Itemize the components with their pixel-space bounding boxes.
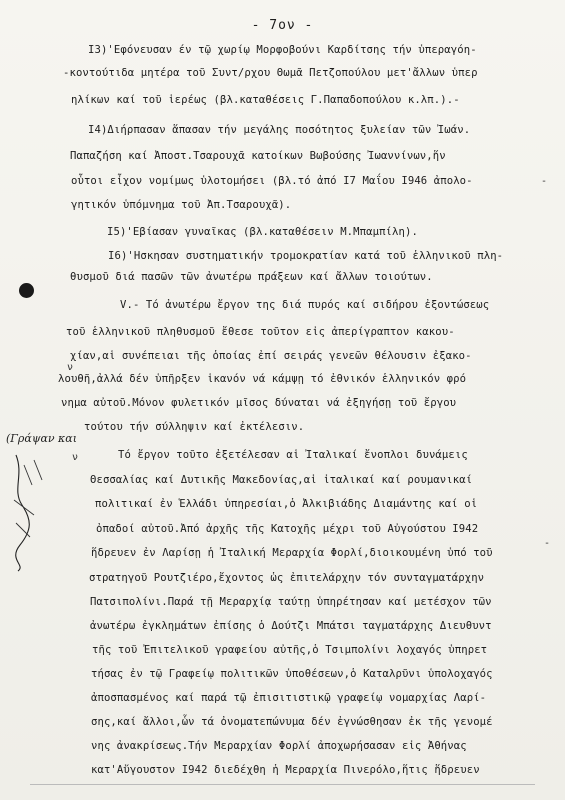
document-line: τοῦ ἑλληνικοῦ πληθυσμοῦ ἔθεσε τοῦτον εἰς ἀπερίγραπτον κακου- bbox=[66, 326, 455, 338]
document-line: ἀνωτέρω ἐγκλημάτων ἐπίσης ὁ Δούτζι Μπάτσι ταγματάρχης Διευθυντ bbox=[90, 620, 492, 632]
document-line: Ι6)'Ησκησαν συστηματικήν τρομοκρατίαν κατά τοῦ ἑλληνικοῦ πλη- bbox=[108, 250, 504, 262]
document-line: σης,καί ἄλλοι,ὧν τά ὀνοματεπώνυμα δέν ἐγνώσθησαν ἐκ τῆς γενομέ bbox=[91, 716, 493, 728]
document-line: νημα αὐτοῦ.Μόνον φυλετικόν μῖσος δύναται νά ἐξηγήσῃ τοῦ ἔργου bbox=[61, 397, 457, 409]
document-line: θυσμοῦ διά πασῶν τῶν ἀνωτέρω πράξεων καί ἄλλων τοιούτων. bbox=[70, 271, 433, 283]
document-line: V.- Τό ἀνωτέρω ἔργον της διά πυρός καί σιδήρου ἐξοντώσεως bbox=[120, 299, 490, 311]
document-line: Πατσιπολίνι.Παρά τῇ Μεραρχίᾳ ταύτῃ ὑπηρέτησαν καί μετέσχον τῶν bbox=[90, 596, 492, 608]
document-line: -κοντούτιδα μητέρα τοῦ Συντ/ρχου Θωμᾶ Πετζοπούλου μετ'ἄλλων ὑπερ bbox=[63, 67, 478, 79]
document-line: στρατηγοῦ Ρουτζιέρο,ἔχοντος ὡς ἐπιτελάρχην τόν συνταγματάρχην bbox=[89, 572, 485, 584]
document-line: ἥδρευεν ἐν Λαρίσῃ ἡ Ἰταλική Μεραρχία Φορλί,διοικουμένη ὑπό τοῦ bbox=[91, 547, 493, 559]
document-line: πολιτικαί ἐν Ἑλλάδι ὑπηρεσίαι,ὁ Ἀλκιβιάδης Διαμάντης καί οἱ bbox=[95, 498, 478, 510]
document-line: ἀποσπασμένος καί παρά τῷ ἐπισιτιστικῷ γραφείῳ νομαρχίας Λαρί- bbox=[91, 692, 487, 704]
document-line: Ι5)'Εβίασαν γυναῖκας (βλ.καταθέσειν Μ.Μπαμπίλη). bbox=[107, 226, 418, 238]
right-margin-mark: - bbox=[541, 176, 548, 187]
punch-hole bbox=[19, 283, 34, 298]
document-line: λουθῆ,ἀλλά δέν ὑπῆρξεν ἱκανόν νά κάμψῃ τό ἐθνικόν ἑλληνικόν φρό bbox=[58, 373, 467, 385]
document-line: γητικόν ὑπόμνημα τοῦ Ἀπ.Τσαρουχᾶ). bbox=[71, 199, 292, 211]
document-line: χίαν,αἱ συνέπειαι τῆς ὁποίας ἐπί σειράς γενεῶν θέλουσιν ἐξακο- bbox=[70, 350, 472, 362]
document-line: Ι4)Διήρπασαν ἅπασαν τήν μεγάλης ποσότητος ξυλείαν τῶν Ἰωάν. bbox=[88, 124, 471, 136]
document-line: Ι3)'Εφόνευσαν έν τῷ χωρίῳ Μορφοβούνι Καρδίτσης τήν ὑπεραγόη- bbox=[88, 44, 477, 56]
right-margin-mark: - bbox=[544, 538, 551, 549]
document-line: νης ἀνακρίσεως.Τήν Μεραρχίαν Φορλί ἀποχωρήσασαν εἰς Ἀθήνας bbox=[91, 740, 467, 752]
document-line: Τό ἔργον τοῦτο ἐξετέλεσαν αἱ Ἰταλικαί ἔνοπλοι δυνάμεις bbox=[118, 449, 468, 461]
document-line: ὀπαδοί αὐτοῦ.Ἀπό ἀρχῆς τῆς Κατοχῆς μέχρι τοῦ Αὐγούστου Ι942 bbox=[96, 523, 479, 535]
left-margin-mark: ν bbox=[67, 362, 74, 373]
document-line: Παπαζήση καί Ἀποστ.Τσαρουχᾶ κατοίκων Βωβούσης Ἰωαννίνων,ἥν bbox=[70, 150, 446, 162]
document-line: οὗτοι εἶχον νομίμως ὑλοτομήσει (βλ.τό ἀπό Ι7 Μαΐου Ι946 ἀπολο- bbox=[71, 175, 473, 187]
page-bottom-edge bbox=[30, 784, 535, 785]
page-number: - 7ον - bbox=[251, 18, 314, 33]
document-line: ηλίκων καί τοῦ ἱερέως (βλ.καταθέσεις Γ.Παπαδοπούλου κ.λπ.).- bbox=[71, 94, 460, 106]
document-line: Θεσσαλίας καί Δυτικῆς Μακεδονίας,αἱ ἰταλικαί καί ρουμανικαί bbox=[90, 474, 473, 486]
left-margin-mark: ν bbox=[72, 452, 79, 463]
handwritten-scribble-icon bbox=[4, 445, 54, 575]
handwritten-margin-note: (Γράψαν και bbox=[6, 432, 78, 445]
document-line: κατ'Αὔγουστον Ι942 διεδέχθη ἡ Μεραρχία Πινερόλο,ἥτις ἥδρευεν bbox=[91, 764, 480, 776]
document-line: τούτου τήν σύλληψιν καί ἐκτέλεσιν. bbox=[84, 421, 305, 433]
document-line: τήσας ἐν τῷ Γραφείῳ πολιτικῶν ὑποθέσεων,ὁ Καταλρῦνι ὑπολοχαγός bbox=[91, 668, 493, 680]
document-line: τῆς τοῦ Ἐπιτελικοῦ γραφείου αὐτῆς,ὁ Τσιμπολίνι λοχαγός ὑπηρετ bbox=[92, 644, 488, 656]
